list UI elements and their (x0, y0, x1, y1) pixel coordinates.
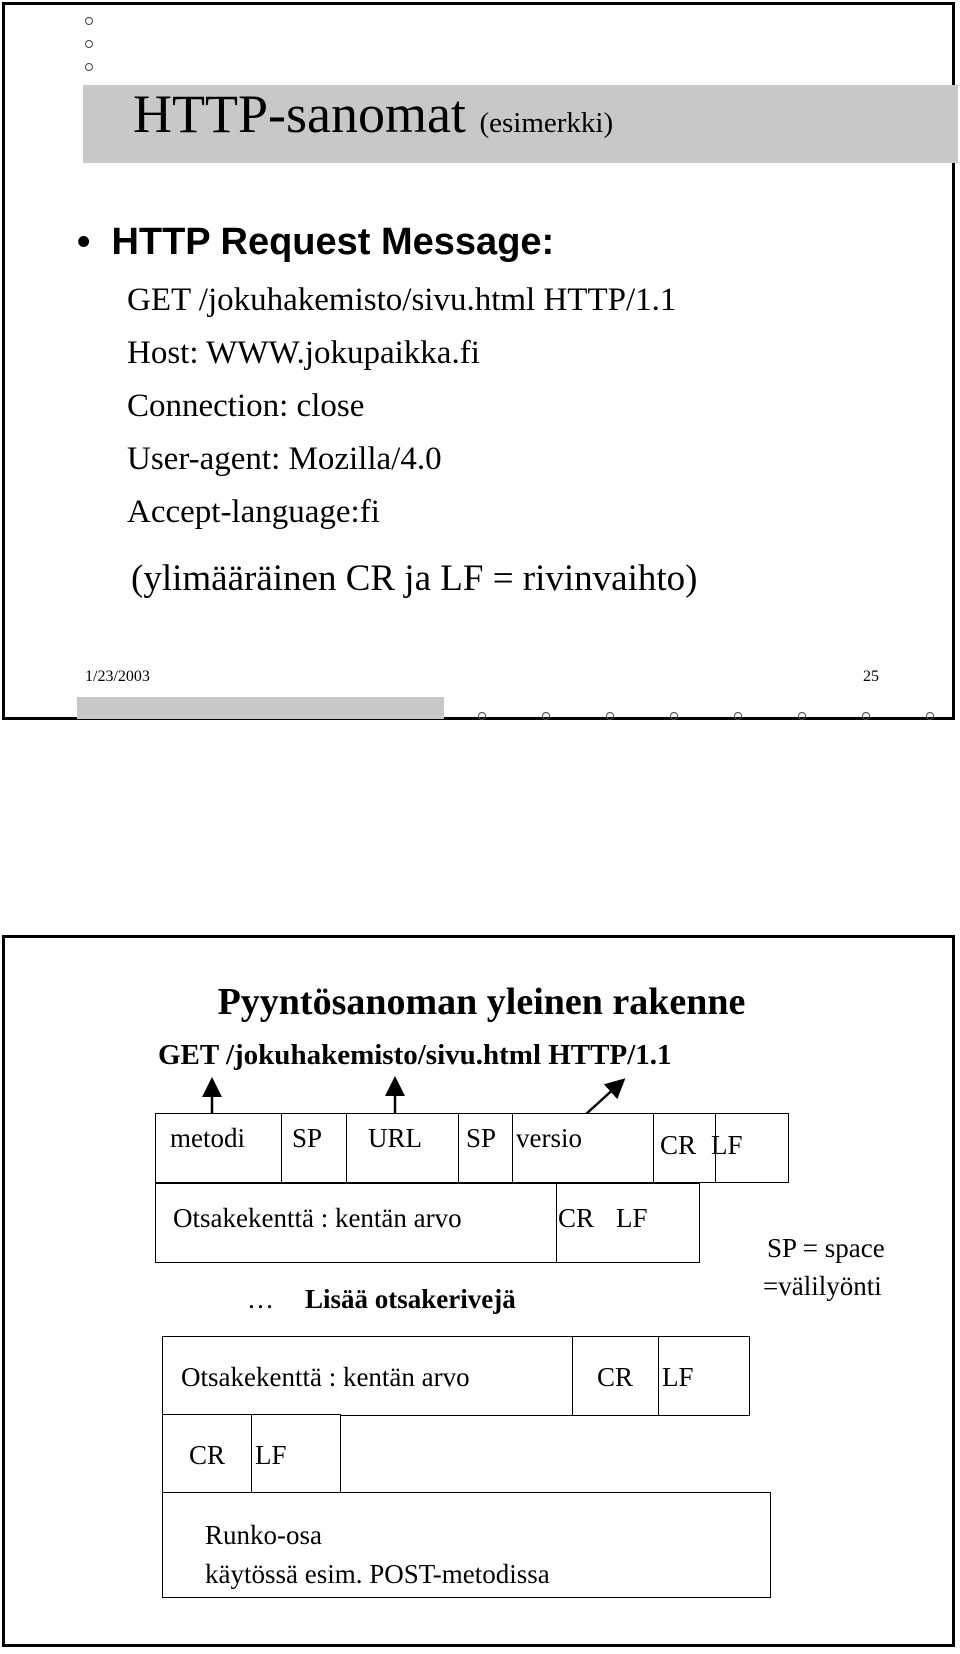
slide-title (133, 83, 613, 145)
label-lf: LF (616, 1203, 648, 1233)
label-lf: LF (662, 1362, 694, 1392)
body-label: Runko-osa (205, 1520, 322, 1550)
decor-dot-icon (670, 712, 678, 720)
label-sp: SP (292, 1123, 323, 1153)
slide-title-main: HTTP-sanomat (133, 84, 466, 144)
decor-dot-icon (85, 40, 93, 48)
label-lf: LF (711, 1130, 743, 1160)
divider (572, 1336, 573, 1416)
label-sp: SP (466, 1123, 497, 1153)
divider (556, 1183, 557, 1263)
divider (251, 1414, 252, 1494)
slide-2-title: Pyyntösanoman yleinen rakenne (217, 981, 746, 1023)
label-metodi: metodi (170, 1123, 245, 1153)
label-url: URL (368, 1123, 422, 1153)
sp-note-line1: SP = space (767, 1233, 885, 1263)
request-line: Connection: close (127, 388, 365, 424)
request-line: User-agent: Mozilla/4.0 (127, 441, 442, 477)
bullet-icon: • (77, 221, 91, 263)
decor-dot-icon (478, 712, 486, 720)
label-cr: CR (660, 1130, 697, 1160)
more-headers-label: Lisää otsakerivejä (305, 1284, 516, 1314)
decor-dot-icon (606, 712, 614, 720)
divider (346, 1113, 347, 1183)
footer-date: 1/23/2003 (85, 668, 150, 685)
arrow-to-version-icon (585, 1085, 618, 1115)
slide-2 (2, 935, 955, 1647)
header-field-label: Otsakekenttä : kentän arvo (181, 1362, 470, 1392)
label-lf: LF (255, 1440, 287, 1470)
ellipsis: … (247, 1284, 274, 1314)
request-line: Host: WWW.jokupaikka.fi (127, 335, 480, 371)
extra-line: (ylimääräinen CR ja LF = rivinvaihto) (131, 558, 698, 599)
get-example-line: GET /jokuhakemisto/sivu.html HTTP/1.1 (158, 1039, 672, 1071)
divider (281, 1113, 282, 1183)
footer-page-number: 25 (863, 668, 879, 685)
footer-bar (77, 697, 444, 719)
decor-dot-icon (85, 63, 93, 71)
body-description: käytössä esim. POST-metodissa (205, 1559, 550, 1589)
decor-dot-icon (542, 712, 550, 720)
divider (458, 1113, 459, 1183)
request-line: GET /jokuhakemisto/sivu.html HTTP/1.1 (127, 282, 677, 318)
request-line: Accept-language:fi (127, 494, 380, 530)
header-field-label: Otsakekenttä : kentän arvo (173, 1203, 462, 1233)
divider (653, 1113, 654, 1183)
divider (658, 1336, 659, 1416)
decor-dot-icon (926, 712, 934, 720)
decor-dot-icon (798, 712, 806, 720)
bullet-heading (77, 221, 554, 264)
decor-dot-icon (734, 712, 742, 720)
label-cr: CR (597, 1362, 634, 1392)
decor-dot-icon (862, 712, 870, 720)
label-versio: versio (516, 1123, 582, 1153)
divider (512, 1113, 513, 1183)
label-cr: CR (189, 1440, 226, 1470)
decor-dot-icon (85, 17, 93, 25)
bullet-heading-text: HTTP Request Message: (111, 221, 555, 263)
label-cr: CR (558, 1203, 595, 1233)
slide-title-suffix: (esimerkki) (479, 107, 614, 139)
slide-1 (2, 2, 955, 720)
sp-note-line2: =välilyönti (763, 1271, 882, 1301)
